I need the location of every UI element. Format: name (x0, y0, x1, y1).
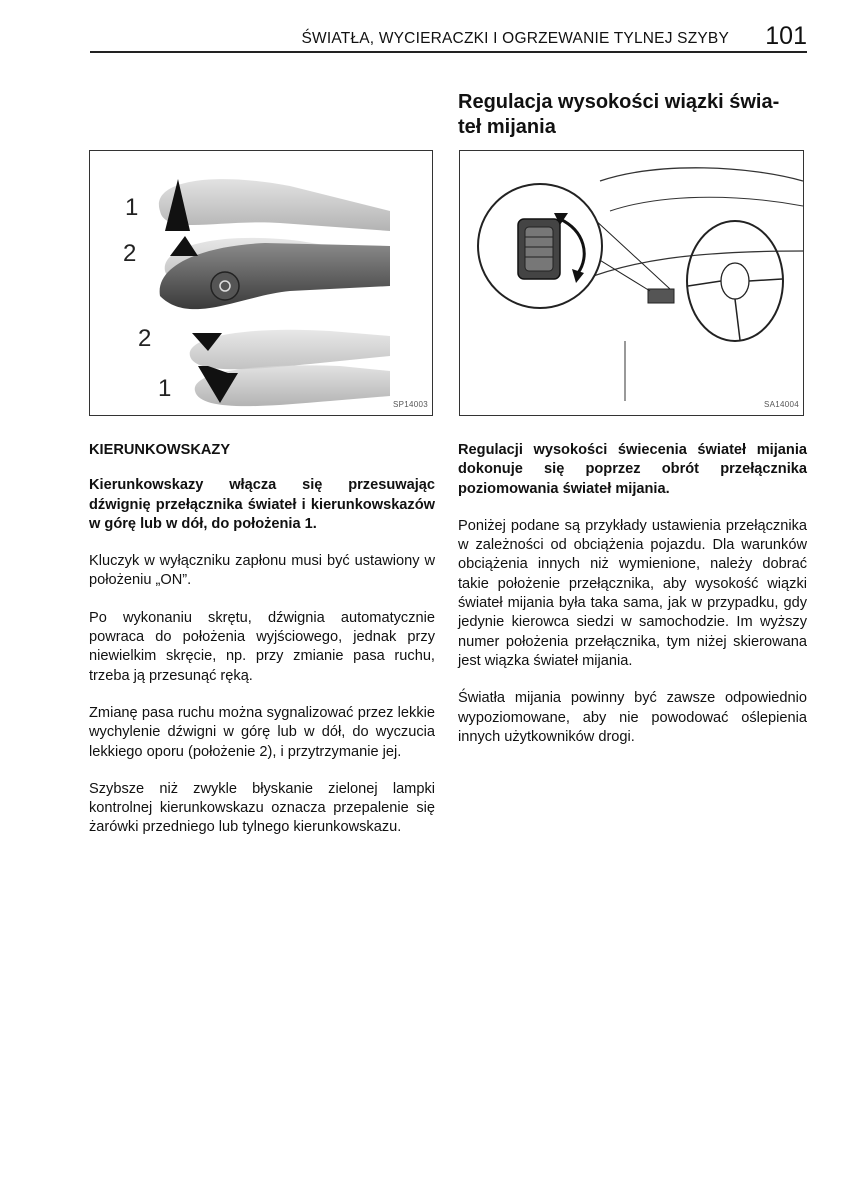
left-paragraph-2: Po wykonaniu skrętu, dźwignia automatycznie powraca do położenia wyjściowego, jednak przy niewielkim skręcie, np. przy zmianie pasa ruchu, trzeba ją przesunąć ręką. (89, 609, 435, 684)
figure-code-right: SA14004 (763, 400, 799, 409)
position-label-2-down: 2 (138, 325, 152, 352)
leveling-intro: Regulacji wysokości świecenia świateł mijania dokonuje się poprzez obrót przełącznika poziomowania świateł mijania. (458, 442, 807, 497)
headlight-leveling-dial-diagram (460, 151, 803, 415)
right-column (458, 441, 807, 765)
position-label-1-down: 1 (158, 375, 172, 402)
section-title: Regulacja wysokości wiązki świa- teł mijania (458, 91, 780, 138)
turn-signal-intro: Kierunkowskazy włącza się przesuwając dźwignię przełącznika świateł i kierunkowskazów w górę lub w dół, do położenia 1. (89, 477, 435, 532)
page-number: 101 (765, 22, 807, 50)
figure-code-left: SP14003 (392, 400, 428, 409)
turn-signal-heading: KIERUNKOWSKAZY (89, 442, 231, 458)
turn-signal-figure (89, 150, 433, 416)
right-paragraph-2: Światła mijania powinny być zawsze odpowiednio wypoziomowane, aby nie powodować oślepienia innych użytkowników drogi. (458, 690, 807, 745)
left-paragraph-1: Kluczyk w wyłączniku zapłonu musi być ustawiony w położeniu „ON”. (89, 553, 435, 589)
page-header (90, 22, 807, 52)
turn-signal-lever-diagram (90, 151, 432, 415)
left-paragraph-3: Zmianę pasa ruchu można sygnalizować przez lekkie wychylenie dźwigni w górę lub w dół, do wyczucia lekkiego oporu (położenie 2), i przytrzymanie jej. (89, 704, 435, 760)
position-label-1-up: 1 (125, 194, 139, 221)
position-label-2-up: 2 (123, 240, 137, 267)
left-paragraph-4: Szybsze niż zwykle błyskanie zielonej lampki kontrolnej kierunkowskazu oznacza przepalenie się żarówki przedniego lub tylnego kierunkowskazu. (89, 780, 435, 836)
header-title: ŚWIATŁA, WYCIERACZKI I OGRZEWANIE TYLNEJ SZYBY (301, 30, 729, 47)
right-paragraph-1: Poniżej podane są przykłady ustawienia przełącznika w zależności od obciążenia pojazdu. Dla warunków obciążenia innych niż wymienione, należy dobrać takie położenie przełącznika, aby wysokość wiązki świateł mijania była taka sama, jak w przypadku, gdy jedynie kierowca siedzi w samochodzie. Im wyższy numer położenia przełącznika, tym niżej skierowana jest wiązka świateł mijania. (458, 517, 807, 669)
left-column (89, 441, 435, 856)
header-rule (90, 51, 807, 53)
headlight-leveling-figure (459, 150, 804, 416)
